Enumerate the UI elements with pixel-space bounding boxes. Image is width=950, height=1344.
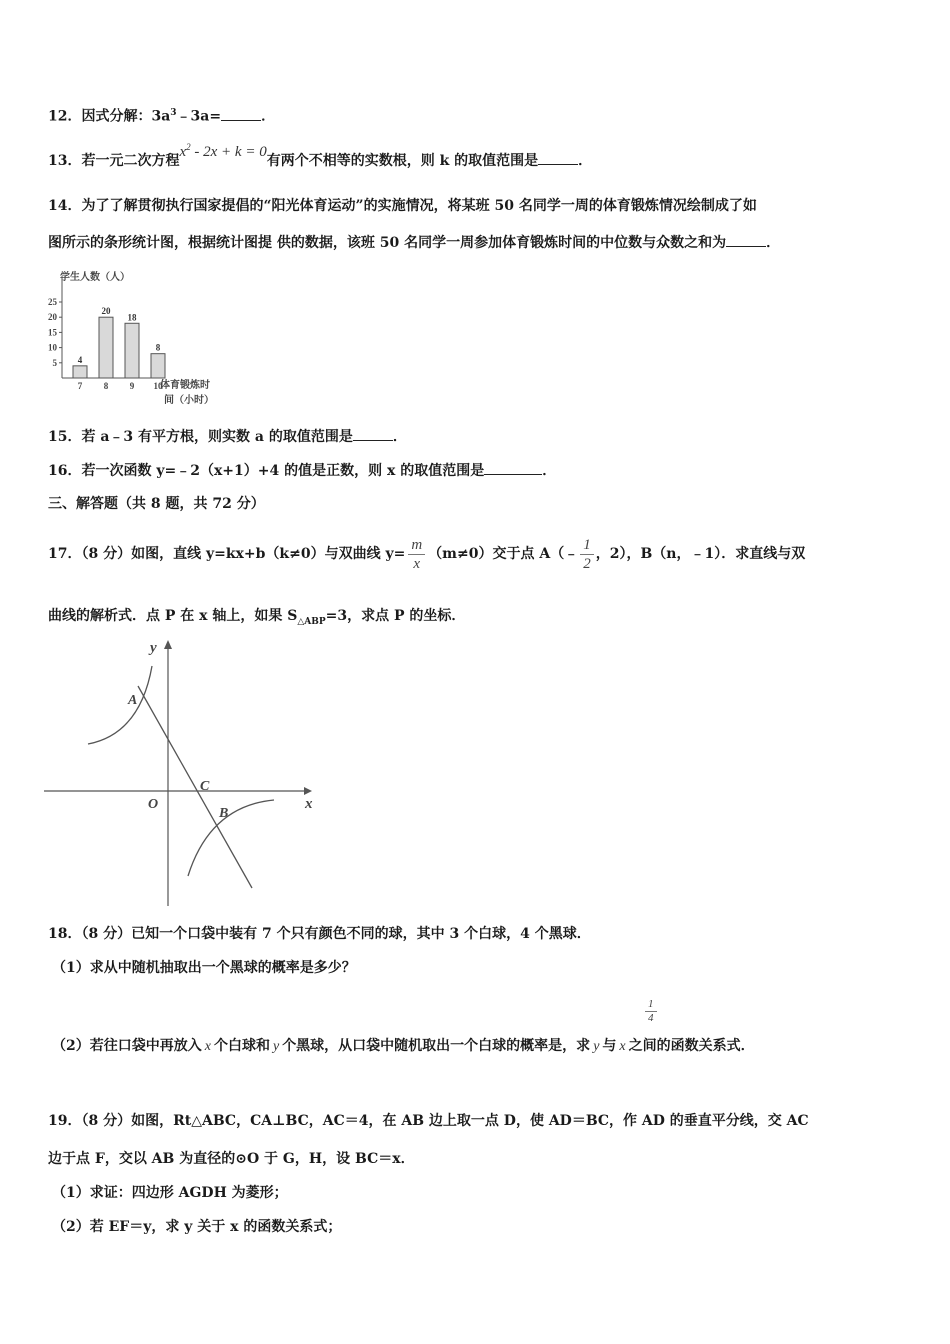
question-19-line-1: 19．（8 分）如图，Rt△ABC，CA⊥BC，AC＝4，在 AB 边上取一点 D，使 AD＝BC，作 AD 的垂直平分线，交 AC — [48, 1113, 809, 1129]
question-13: 13．若一元二次方程$x^2 - 2x + k = 0$有两个不相等的实数根，则 k 的取值范围是 ． — [48, 142, 593, 169]
y-label: y — [150, 640, 157, 656]
y-tick-label: 25 — [48, 297, 57, 307]
answer-blank — [353, 426, 393, 441]
fraction-one-quarter: $\frac{1}{4}$ — [645, 998, 657, 1025]
origin-label: O — [148, 797, 159, 812]
bar-value-label: 4 — [77, 354, 83, 365]
x-axis-arrow — [304, 787, 312, 795]
question-19-line-2: 边于点 F，交以 AB 为直径的⊙O 于 G，H，设 BC＝x． — [48, 1151, 415, 1167]
question-19-sub-1: （1）求证：四边形 AGDH 为菱形； — [52, 1185, 288, 1201]
question-15: 15．若 a﹣3 有平方根，则实数 a 的取值范围是 ． — [48, 426, 407, 447]
answer-blank — [726, 232, 766, 247]
section-heading: 三、解答题（共 8 题，共 72 分） — [48, 496, 265, 512]
question-16: 16．若一次函数 y=﹣2（x+1）+4 的值是正数，则 x 的取值范围是 ． — [48, 460, 556, 481]
x-axis-label-1: 体育锻炼时 — [160, 380, 210, 391]
category-label: 7 — [77, 381, 83, 391]
bar-9 — [125, 323, 139, 378]
question-17-line-2: 曲线的解析式．点 P 在 x 轴上，如果 $S_{\triangle ABP}=3$，求点 P 的坐标． — [48, 608, 466, 627]
answer-blank — [484, 460, 542, 475]
point-b-label: B — [219, 806, 229, 821]
coordinate-figure — [42, 636, 322, 908]
y-axis-arrow — [164, 640, 172, 649]
bar-10 — [151, 354, 165, 378]
bar-8 — [99, 317, 113, 378]
x-axis-label-2: 间（小时） — [164, 395, 214, 406]
y-tick-label: 10 — [48, 342, 57, 353]
question-12: 12．因式分解：$3a^3﹣3a=$ ． — [48, 103, 275, 127]
y-tick-label: 5 — [52, 357, 57, 368]
x-label: x — [305, 796, 313, 812]
question-18-sub-1: （1）求从中随机抽取出一个黑球的概率是多少？ — [52, 960, 356, 976]
question-19-sub-2: （2）若 EF＝y，求 y 关于 x 的函数关系式； — [52, 1219, 342, 1235]
hyperbola-branch-upper-left — [88, 666, 152, 744]
y-tick-label: 15 — [48, 327, 57, 338]
category-label: 9 — [129, 381, 135, 391]
answer-blank — [221, 106, 261, 121]
bar-value-label: 20 — [101, 306, 111, 317]
bar-7 — [73, 366, 87, 378]
y-tick-label: 20 — [48, 312, 57, 323]
equation: $x^2 - 2x + k = 0$ — [179, 142, 267, 160]
question-14-line-2: 图所示的条形统计图，根据统计图提 供的数据，该班 50 名同学一周参加体育锻炼时间的中位数与众数之和为 ． — [48, 232, 780, 253]
question-17-line-1: 17．（8 分）如图，直线 y=kx+b（k≠0）与双曲线 y= $\frac{m}{x}$ （m≠0）交于点 A（﹣ $\frac{1}{2}$ ，2），B（n，﹣1）．求直线与双 — [48, 536, 806, 572]
question-18-line-1: 18．（8 分）已知一个口袋中装有 7 个只有颜色不同的球，其中 3 个白球，4 个黑球． — [48, 926, 591, 942]
fraction-m-over-x: $\frac{m}{x}$ — [408, 536, 425, 573]
bar-chart — [40, 266, 240, 411]
question-18-sub-2: （2）若往口袋中再放入 x 个白球和 y 个黑球，从口袋中随机取出一个白球的概率是，求 y 与 x 之间的函数关系式． — [52, 1038, 755, 1054]
hyperbola-branch-lower-right — [188, 800, 274, 876]
category-label: 10 — [153, 381, 163, 391]
question-14-line-1: 14．为了了解贯彻执行国家提倡的“阳光体育运动”的实施情况，将某班 50 名同学一周的体育锻炼情况绘制成了如 — [48, 198, 757, 214]
fraction-one-half: $\frac{1}{2}$ — [580, 536, 594, 573]
bar-value-label: 8 — [155, 342, 161, 353]
answer-blank — [538, 150, 578, 165]
point-a-label: A — [128, 693, 138, 708]
y-axis-label: 学生人数（人） — [60, 272, 130, 283]
bar-value-label: 18 — [127, 312, 137, 323]
category-label: 8 — [103, 381, 109, 391]
point-c-label: C — [200, 779, 210, 794]
